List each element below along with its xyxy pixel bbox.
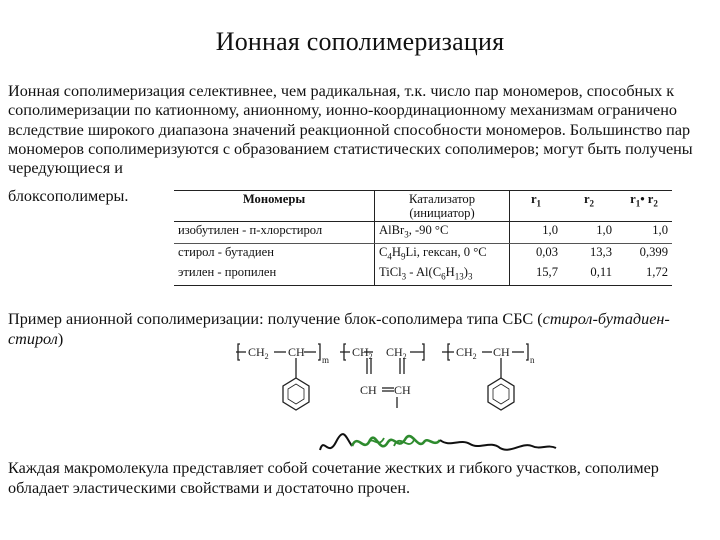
catalyst-segment: AlBr bbox=[379, 223, 405, 237]
header-r1r2: $r_1•$ $r_2$ bbox=[616, 191, 672, 222]
catalyst-segment: 4 bbox=[387, 251, 392, 262]
header-monomers: Мономеры bbox=[174, 191, 375, 222]
formula-ch-2: CH bbox=[493, 345, 510, 359]
cell-monomers: этилен - пропилен bbox=[174, 264, 375, 285]
cell-monomers: изобутилен - п-хлорстирол bbox=[174, 222, 375, 244]
slide-title: Ионная сополимеризация bbox=[215, 27, 505, 56]
header-catalyst: Катализатор (инициатор) bbox=[375, 191, 510, 222]
cell-r1: 0,03 bbox=[535, 244, 558, 259]
cell-r1: 15,7 bbox=[510, 264, 563, 285]
cell-r2: 1,0 bbox=[562, 222, 616, 244]
table-row bbox=[174, 243, 672, 264]
table-header-row bbox=[174, 191, 672, 222]
cell-catalyst bbox=[375, 264, 510, 285]
catalyst-segment: Li, гексан, 0 °C bbox=[405, 244, 487, 259]
catalyst-segment: 3 bbox=[401, 271, 407, 282]
cell-r2: 0,11 bbox=[562, 264, 616, 285]
catalyst-segment: - Al(C bbox=[406, 265, 442, 280]
catalyst-segment: , -90 °C bbox=[408, 223, 449, 237]
catalyst-segment: 3 bbox=[404, 229, 409, 240]
example-paragraph: Пример анионной сополимеризации: получение блок-сополимера типа СБС (стирол-бутадиен-стирол) bbox=[8, 310, 670, 348]
formula-m: m bbox=[322, 355, 330, 365]
conclusion-paragraph: Каждая макромолекула представляет собой сочетание жестких и гибкого участков, сополимер обладает эластическими свойствами и достаточно прочен. bbox=[8, 459, 659, 497]
formula-ch2-2: $CH_2$ bbox=[352, 345, 373, 361]
catalyst-segment: 13 bbox=[454, 271, 464, 282]
sbs-structural-formula bbox=[236, 338, 576, 428]
cell-r1r2: 0,399 bbox=[639, 244, 668, 259]
cell-r1r2: 1,72 bbox=[616, 264, 672, 285]
formula-ch-eq-2: CH bbox=[394, 383, 411, 397]
header-r2: $r_2$ bbox=[562, 191, 616, 222]
monomer-table bbox=[174, 190, 672, 286]
catalyst-segment: 3 bbox=[467, 271, 473, 282]
intro-paragraph: Ионная сополимеризация селективнее, чем радикальная, т.к. число пар мономеров, способных к сополимеризации по катионному, анионному, ионно-координационному механизмам ограничено вследствие широкого диапазона значений реакционной способности мономеров. Большинство пар мономеров сополимеризуются с образованием статистических сополимеров; могут быть получены чередующиеся и bbox=[8, 82, 693, 178]
macromolecule-chain-illustration bbox=[318, 428, 558, 458]
cell-r1r2: 1,0 bbox=[616, 222, 672, 244]
formula-ch2-4: $CH_2$ bbox=[456, 345, 477, 361]
header-r1: $r_1$ bbox=[510, 191, 563, 222]
table-row bbox=[174, 222, 672, 244]
table-row bbox=[174, 264, 672, 285]
formula-n: n bbox=[530, 355, 535, 365]
cell-catalyst bbox=[375, 222, 510, 244]
catalyst-segment: 9 bbox=[401, 251, 406, 262]
cell-r2: 13,3 bbox=[589, 244, 612, 259]
intro-last-line: блоксополимеры. bbox=[8, 187, 129, 205]
catalyst-segment: H bbox=[391, 244, 402, 259]
catalyst-segment: H bbox=[445, 265, 455, 280]
catalyst-segment: ) bbox=[463, 265, 468, 280]
formula-ch-1: CH bbox=[288, 345, 305, 359]
formula-ch2-1: $CH_2$ bbox=[248, 345, 269, 361]
catalyst-segment: 6 bbox=[441, 271, 446, 282]
example-italic: стирол-бутадиен-стирол bbox=[8, 310, 670, 348]
catalyst-segment: C bbox=[379, 244, 388, 259]
cell-monomers: стирол - бутадиен bbox=[174, 243, 375, 264]
catalyst-segment: TiCl bbox=[379, 265, 402, 280]
formula-ch-eq-1: CH bbox=[360, 383, 377, 397]
formula-ch2-3: $CH_2$ bbox=[386, 345, 407, 361]
cell-r1: 1,0 bbox=[510, 222, 563, 244]
cell-catalyst bbox=[375, 243, 510, 264]
